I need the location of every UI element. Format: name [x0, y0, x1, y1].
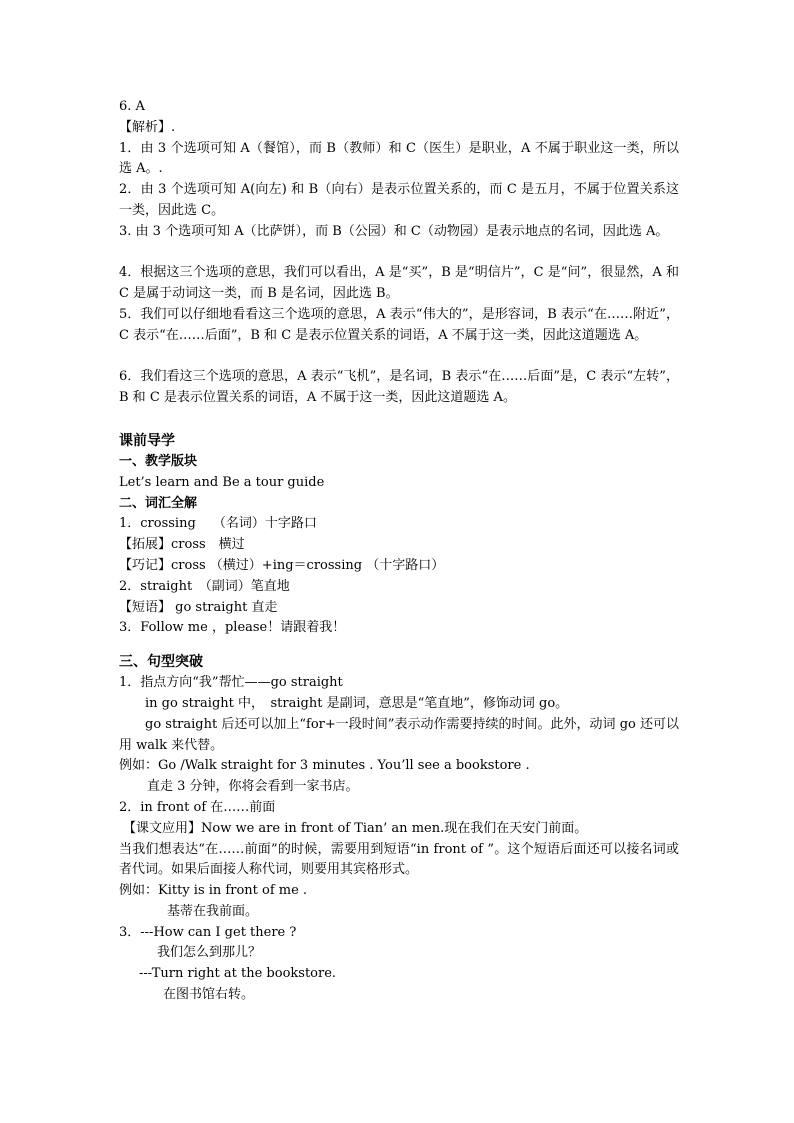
analysis-item-6: 6．我们看这三个选项的意思，A 表示“飞机”，是名词，B 表示“在……后面”是，C 表示“左转”，B 和 C 是表示位置关系的词语，A 不属于这一类，因此这道题选 A。 — [119, 369, 679, 406]
spacer — [119, 639, 679, 651]
vocab-line: 1．crossing （名词）十字路口 — [119, 516, 317, 532]
pattern-1-line2 — [119, 715, 679, 757]
vocab-line: 2．straight （副词）笔直地 — [119, 578, 290, 594]
document-page — [119, 97, 679, 1006]
section-title-preview: 课前导学 — [119, 432, 175, 449]
pattern-3-cn2: 在图书馆右转。 — [163, 987, 255, 1003]
analysis-item-2: 2．由 3 个选项可知 A(向左) 和 B（向右）是表示位置关系的，而 C 是五月，不属于位置关系这一类，因此选 C。 — [119, 182, 679, 218]
pattern-1-line1: in go straight 中， straight 是副词，意思是“笔直地”，修饰动词 go。 — [145, 695, 569, 711]
vocab-line: 【短语】 go straight 直走 — [119, 599, 278, 615]
analysis-item-3: 3. 由 3 个选项可知 A（比萨饼），而 B（公园）和 C（动物园）是表示地点的名词，因此选 A。 — [119, 223, 669, 239]
pattern-1-example-cn: 直走 3 分钟，你将会看到一家书店。 — [147, 779, 359, 795]
pattern-3-cn1: 我们怎么到那儿？ — [157, 945, 262, 961]
pattern-1-title: 1．指点方向“我”帮忙——go straight — [119, 675, 343, 691]
pattern-2-example: 例如：Kitty is in front of me . — [119, 883, 308, 899]
analysis-label: 【解析】. — [119, 119, 176, 135]
section1-heading: 一、教学版块 — [119, 453, 198, 469]
answer-line: 6. A — [119, 99, 145, 114]
spacer — [119, 409, 679, 430]
analysis-item-1: 1．由 3 个选项可知 A（餐馆），而 B（教师）和 C（医生）是职业，A 不属于职业这一类，所以选 A。. — [119, 140, 679, 177]
pattern-1-example: 例如：Go /Walk straight for 3 minutes . You’ll see a bookstore . — [119, 758, 530, 774]
pattern-2-app: 【课文应用】Now we are in front of Tian’ an men.现在我们在天安门前面。 — [123, 820, 588, 836]
section2-heading: 二、词汇全解 — [119, 495, 198, 511]
vocab-line: 3．Follow me ，please！请跟着我！ — [119, 620, 346, 636]
pattern-1-line2-text: go straight 后还可以加上“for+一段时间”表示动作需要持续的时间。此外，动词 go 还可以用 walk 来代替。 — [119, 716, 679, 753]
pattern-3-title: 3．---How can I get there ? — [119, 924, 297, 940]
analysis-item-5: 5．我们可以仔细地看看这三个选项的意思，A 表示“伟大的”，是形容词，B 表示“在……附近”，C 表示“在……后面”，B 和 C 是表示位置关系的词语，A 不属于这一类，因此这道题选 A。 — [119, 306, 679, 343]
pattern-2-example-cn: 基蒂在我前面。 — [167, 903, 259, 919]
pattern-2-title: 2．in front of 在……前面 — [119, 799, 276, 815]
section1-text: Let’s learn and Be a tour guide — [119, 474, 325, 490]
pattern-3-line2: ---Turn right at the bookstore. — [139, 966, 337, 982]
analysis-item-4: 4．根据这三个选项的意思，我们可以看出，A 是“买”，B 是“明信片”，C 是“问”，很显然，A 和 C 是属于动词这一类，而 B 是名词，因此选 B。 — [119, 265, 679, 302]
pattern-2-desc: 当我们想表达“在……前面”的时候，需要用到短语“in front of ”。这个短语后面还可以接名词或者代词。如果后面接人称代词，则要用其宾格形式。 — [119, 841, 679, 878]
vocab-line: 【巧记】cross （横过）+ing＝crossing （十字路口） — [119, 557, 445, 573]
vocab-line: 【拓展】cross 横过 — [119, 537, 245, 553]
section3-heading: 三、句型突破 — [119, 654, 203, 671]
